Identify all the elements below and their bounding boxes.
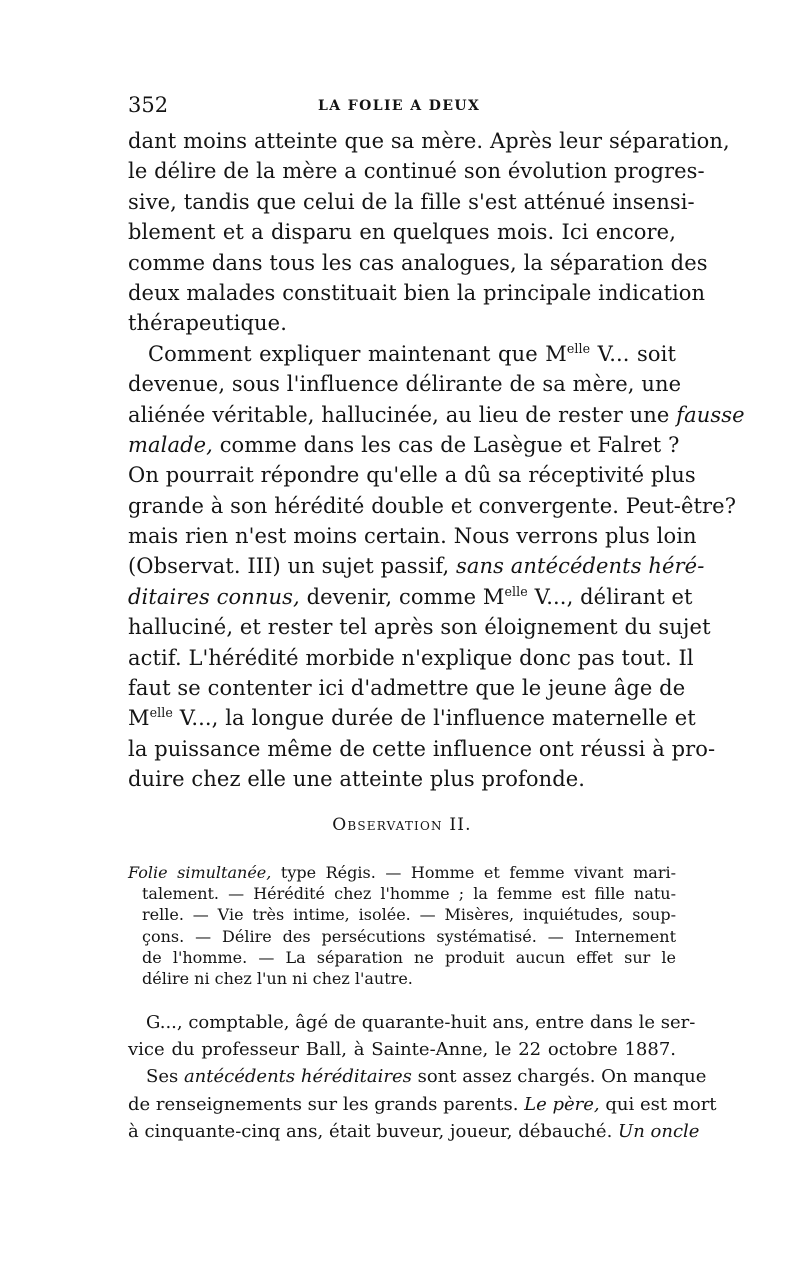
text-line: comme dans tous les cas analogues, la séparation des <box>128 250 708 275</box>
text-run: devenir, comme M <box>299 584 505 609</box>
text-line: le délire de la mère a continué son évolution progres- <box>128 159 705 184</box>
text-line <box>128 1091 717 1118</box>
superscript: elle <box>504 583 528 599</box>
italic-run: Folie simultanée, <box>128 863 272 882</box>
text-line: grande à son hérédité double et convergente. Peut-être? <box>128 493 737 518</box>
text-line: délire ni chez l'un ni chez l'autre. <box>142 968 413 988</box>
running-title: LA FOLIE A DEUX <box>318 98 481 114</box>
text-line: talement. — Hérédité chez l'homme ; la femme est fille natu- <box>142 884 676 904</box>
text-line: de l'homme. — La séparation ne produit aucun effet sur le <box>142 947 676 967</box>
text-line: On pourrait répondre qu'elle a dû sa réceptivité plus <box>128 463 696 488</box>
case-summary <box>128 862 676 989</box>
italic-run: antécédents héréditaires <box>183 1066 412 1088</box>
text-run: type Régis. — Homme et femme vivant mari- <box>271 863 676 882</box>
case-text <box>128 1009 717 1145</box>
page-header <box>128 92 676 118</box>
text-line: actif. L'hérédité morbide n'explique donc pas tout. Il <box>128 645 694 670</box>
text-run: V..., délirant et <box>527 584 693 609</box>
superscript: elle <box>566 340 591 356</box>
text-line: G..., comptable, âgé de quarante-huit ans, entre dans le ser- <box>146 1012 696 1033</box>
text-line: thérapeutique. <box>128 311 287 336</box>
text-line: halluciné, et rester tel après son éloignement du sujet <box>128 615 711 640</box>
text-line <box>128 703 696 733</box>
text-line <box>128 430 680 460</box>
text-line: blement et a disparu en quelques mois. Ici encore, <box>128 220 676 245</box>
text-line <box>128 551 705 581</box>
text-line: deux malades constituait bien la principale indication <box>128 280 706 305</box>
text-line: faut se contenter ici d'admettre que le jeune âge de <box>128 676 686 701</box>
text-run: Comment expliquer maintenant que M <box>148 341 567 366</box>
text-run: sont assez chargés. On manque <box>411 1066 707 1088</box>
text-line <box>128 400 745 430</box>
text-line: sive, tandis que celui de la fille s'est atténué insensi- <box>128 189 695 214</box>
text-line: duire chez elle une atteinte plus profonde. <box>128 767 586 792</box>
text-line <box>128 582 693 612</box>
italic-run: sans antécédents héré- <box>456 554 705 579</box>
text-line <box>128 1063 707 1090</box>
text-line <box>128 1118 700 1145</box>
text-run: aliénée véritable, hallucinée, au lieu de rester une <box>128 402 677 427</box>
text-line <box>128 862 676 883</box>
text-line: devenue, sous l'influence délirante de sa mère, une <box>128 372 682 397</box>
section-heading: Observation II. <box>332 815 472 835</box>
main-text <box>128 126 745 795</box>
text-run: à cinquante-cinq ans, était buveur, joueur, débauché. <box>128 1120 619 1142</box>
text-run: Ses <box>146 1066 184 1088</box>
text-run: qui est mort <box>599 1093 717 1115</box>
text-line: relle. — Vie très intime, isolée. — Misères, inquiétudes, soup- <box>142 905 676 925</box>
italic-run: Un oncle <box>618 1120 700 1142</box>
italic-run: Le père, <box>524 1093 600 1115</box>
superscript: elle <box>149 705 173 721</box>
text-line: la puissance même de cette influence ont réussi à pro- <box>128 736 716 761</box>
text-run: (Observat. III) un sujet passif, <box>128 554 457 579</box>
text-line: çons. — Délire des persécutions systématisé. — Internement <box>142 926 676 946</box>
italic-run: fausse <box>676 402 745 427</box>
text-line: vice du professeur Ball, à Sainte-Anne, le 22 octobre 1887. <box>128 1039 676 1061</box>
text-run: V... soit <box>590 341 677 366</box>
text-line <box>128 339 676 369</box>
text-run: comme dans les cas de Lasègue et Falret ? <box>212 432 680 457</box>
italic-run: ditaires connus, <box>128 584 300 609</box>
text-run: M <box>128 706 150 731</box>
page-number: 352 <box>128 93 169 117</box>
text-line: dant moins atteinte que sa mère. Après leur séparation, <box>128 129 730 153</box>
italic-run: malade, <box>128 432 213 457</box>
text-run: de renseignements sur les grands parents. <box>128 1093 525 1115</box>
text-line: mais rien n'est moins certain. Nous verrons plus loin <box>128 524 697 549</box>
text-run: V..., la longue durée de l'influence maternelle et <box>172 706 696 731</box>
